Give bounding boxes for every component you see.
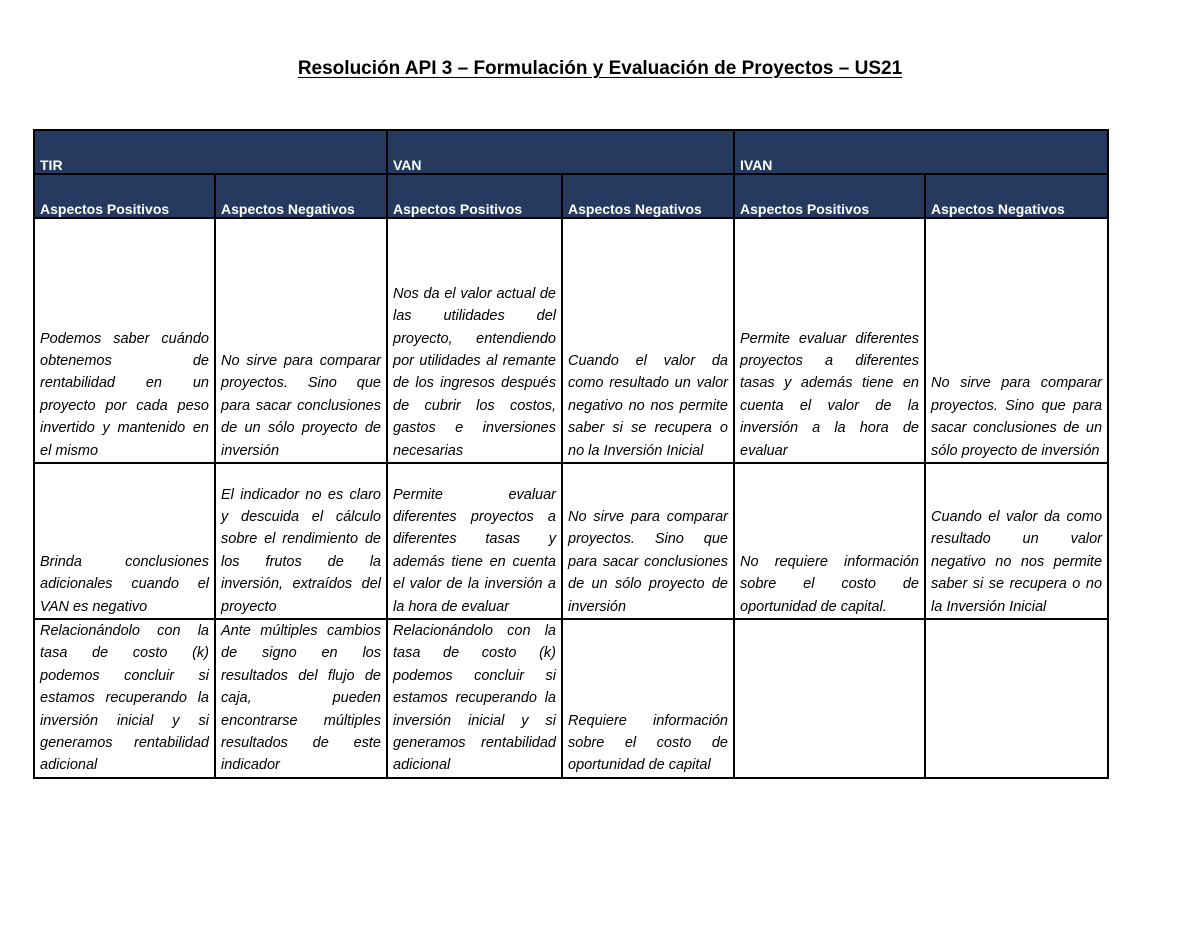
group-header-row [34, 130, 1108, 174]
table-cell [734, 619, 925, 778]
table-cell: Relacionándolo con la tasa de costo (k) podemos concluir si estamos recuperando la inversión inicial y si generamos rentabilidad adicional [34, 619, 215, 778]
table-cell [925, 619, 1108, 778]
table-cell: Permite evaluar diferentes proyectos a diferentes tasas y además tiene en cuenta el valor de la inversión a la hora de evaluar [387, 463, 562, 619]
comparison-table [33, 129, 1109, 779]
group-header-ivan: IVAN [734, 130, 1108, 174]
table-cell: Podemos saber cuándo obtenemos de rentabilidad en un proyecto por cada peso invertido y mantenido en el mismo [34, 218, 215, 463]
subheader-van-positive: Aspectos Positivos [387, 174, 562, 218]
page-title: Resolución API 3 – Formulación y Evaluación de Proyectos – US21 [297, 58, 903, 79]
table-cell: Cuando el valor da como resultado un valor negativo no nos permite saber si se recupera o no la Inversión Inicial [562, 218, 734, 463]
table-cell: El indicador no es claro y descuida el cálculo sobre el rendimiento de los frutos de la inversión, extraídos del proyecto [215, 463, 387, 619]
table-cell: No requiere información sobre el costo de oportunidad de capital. [734, 463, 925, 619]
subheader-van-negative: Aspectos Negativos [562, 174, 734, 218]
table-row [34, 463, 1108, 619]
group-header-van: VAN [387, 130, 734, 174]
table-cell: No sirve para comparar proyectos. Sino que para sacar conclusiones de un sólo proyecto de inversión [925, 218, 1108, 463]
subheader-tir-negative: Aspectos Negativos [215, 174, 387, 218]
subheader-row [34, 174, 1108, 218]
table-cell: No sirve para comparar proyectos. Sino que para sacar conclusiones de un sólo proyecto de inversión [562, 463, 734, 619]
subheader-tir-positive: Aspectos Positivos [34, 174, 215, 218]
group-header-tir: TIR [34, 130, 387, 174]
subheader-ivan-negative: Aspectos Negativos [925, 174, 1108, 218]
table-cell: No sirve para comparar proyectos. Sino que para sacar conclusiones de un sólo proyecto de inversión [215, 218, 387, 463]
table-cell: Relacionándolo con la tasa de costo (k) podemos concluir si estamos recuperando la inversión inicial y si generamos rentabilidad adicional [387, 619, 562, 778]
table-cell: Cuando el valor da como resultado un valor negativo no nos permite saber si se recupera o no la Inversión Inicial [925, 463, 1108, 619]
table-cell: Permite evaluar diferentes proyectos a diferentes tasas y además tiene en cuenta el valor de la inversión a la hora de evaluar [734, 218, 925, 463]
table-row [34, 619, 1108, 778]
table-cell: Ante múltiples cambios de signo en los resultados del flujo de caja, pueden encontrarse múltiples resultados de este indicador [215, 619, 387, 778]
subheader-ivan-positive: Aspectos Positivos [734, 174, 925, 218]
table-cell: Requiere información sobre el costo de oportunidad de capital [562, 619, 734, 778]
table-row [34, 218, 1108, 463]
table-cell: Nos da el valor actual de las utilidades del proyecto, entendiendo por utilidades al remante de los ingresos después de cubrir los costos, gastos e inversiones necesarias [387, 218, 562, 463]
table-cell: Brinda conclusiones adicionales cuando el VAN es negativo [34, 463, 215, 619]
